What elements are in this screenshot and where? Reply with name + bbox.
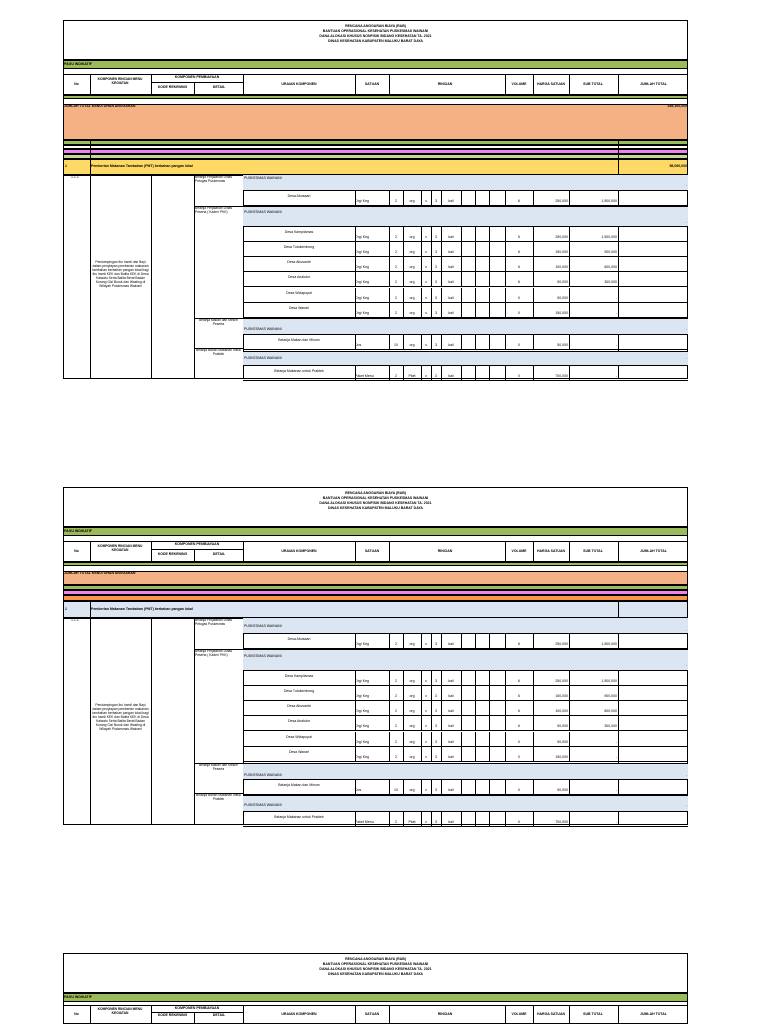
item-u1: org <box>409 642 415 646</box>
item-volume: 0 <box>518 755 520 759</box>
col-komponen-rincian: KOMPONEN RINCIAN MENU KEGIATAN <box>97 77 143 85</box>
item-u1: Pket <box>408 820 416 824</box>
item-harga: 700,000 <box>555 820 568 824</box>
item-harga: 250,000 <box>555 642 568 646</box>
col-volume: VOLUME <box>511 549 527 553</box>
activity-total: 58,090,000 <box>669 164 687 168</box>
item-q2: 3 <box>435 755 437 759</box>
group-label: PUSKESMAS WAINANI <box>244 327 282 331</box>
col-komponen-rincian: KOMPONEN RINCIAN MENU KEGIATAN <box>97 544 143 552</box>
item-uraian: Desa Abusaari <box>287 637 311 641</box>
item-q1: 2 <box>395 250 397 254</box>
title-line-1: RENCANA ANGGARAN BIAYA (RAB) <box>345 491 406 495</box>
activity-description: Pendampingan Ibu hamil dan Bayi dalam penyiapan pemberian makanan tambahan berbahan pangan lokal bagi Ibu hamil KEK dan Balita KEK di Desa Kaiwatu Serta Balita Berat Badan Kurang Gizi Buruk dan Wasting di Wilayah Puskesmas Wainani <box>92 260 149 288</box>
item-uraian: Desa Wanari <box>288 750 310 754</box>
item-u1: org <box>409 694 415 698</box>
col-komponen-pembiayaan: KOMPONEN PEMBIAYAAN <box>174 75 220 79</box>
item-q2: 3 <box>435 788 437 792</box>
item-q1: 2 <box>395 755 397 759</box>
item-harga: 700,000 <box>555 374 568 378</box>
item-satuan: Org/ Keg <box>355 199 370 203</box>
pagu-indikatif-label: PAGU INDIKATIF <box>64 995 92 999</box>
item-sub: 300,000 <box>604 724 617 728</box>
group-dash: - <box>685 220 687 224</box>
col-jumlah-total: JUMLAH TOTAL <box>640 1012 667 1016</box>
col-no: No <box>74 82 79 86</box>
item-satuan: Org/ Keg <box>355 642 370 646</box>
item-q1: 2 <box>395 296 397 300</box>
sub-activity-number: 1.1.1 <box>71 618 79 622</box>
item-sub: 1,500,000 <box>601 642 617 646</box>
item-x: x <box>425 343 427 347</box>
item-q2: 3 <box>435 199 437 203</box>
col-rincian: RINCIAN <box>437 1012 453 1016</box>
title-line-3: DANA ALOKASI KHUSUS NONFISIK BIDANG KESEHATAN TA. 2021 <box>319 34 432 38</box>
item-x: x <box>425 788 427 792</box>
item-x: x <box>425 199 427 203</box>
item-x: x <box>425 724 427 728</box>
title-line-4: DINAS KESEHATAN KABUPATEN MALUKU BARAT DAYA <box>328 506 423 510</box>
item-u2: kali <box>448 755 454 759</box>
col-kode-rekening: KODE REKENING <box>157 552 188 556</box>
item-u1: org <box>409 250 415 254</box>
item-u2: kali <box>448 235 454 239</box>
item-q1: 2 <box>395 709 397 713</box>
item-sub: 1,500,000 <box>601 199 617 203</box>
item-q2: 3 <box>435 374 437 378</box>
jumlah-total-label: JUMLAH TOTAL KEBUTUHAN ANGGARAN <box>64 571 136 575</box>
item-q1: 10 <box>394 788 398 792</box>
group-detail: Belanja Makan dan Minum Peserta <box>198 318 239 326</box>
item-q1: 2 <box>395 694 397 698</box>
item-satuan: Dos <box>355 788 362 792</box>
item-u2: kali <box>448 374 454 378</box>
item-q1: 2 <box>395 199 397 203</box>
item-u2: kali <box>448 820 454 824</box>
item-q2: 3 <box>435 679 437 683</box>
item-satuan: Paket Menu <box>355 820 374 824</box>
col-jumlah-total: JUMLAH TOTAL <box>640 82 667 86</box>
item-q2: 3 <box>435 820 437 824</box>
item-q1: 2 <box>395 724 397 728</box>
item-uraian: Desa Widapupai <box>286 735 312 739</box>
jumlah-total-label: JUMLAH TOTAL KEBUTUHAN ANGGARAN <box>64 104 136 108</box>
group-label: PUSKESMAS WAINANI <box>244 210 282 214</box>
item-uraian: Desa Abusantri <box>287 260 311 264</box>
item-q2: 3 <box>435 709 437 713</box>
item-u1: org <box>409 343 415 347</box>
item-satuan: Org/ Keg <box>355 311 370 315</box>
col-volume: VOLUME <box>511 1012 527 1016</box>
pagu-indikatif-label: PAGU INDIKATIF <box>64 62 92 66</box>
activity-number: 1 <box>65 164 67 168</box>
item-uraian: Desa Widapupai <box>286 291 312 295</box>
item-q1: 2 <box>395 311 397 315</box>
item-volume: 6 <box>518 694 520 698</box>
group-label: PUSKESMAS WAINANI <box>244 624 282 628</box>
pagu-indikatif-row <box>63 60 688 69</box>
jumlah-total-row <box>63 571 688 585</box>
item-q2: 3 <box>435 694 437 698</box>
item-u2: kali <box>448 311 454 315</box>
item-satuan: Org/ Keg <box>355 740 370 744</box>
item-x: x <box>425 709 427 713</box>
col-harga-satuan: HARGA SATUAN <box>537 549 565 553</box>
item-x: x <box>425 679 427 683</box>
item-q1: 2 <box>395 679 397 683</box>
activity-number: 1 <box>65 607 67 611</box>
col-uraian: URAIAN KOMPONEN <box>281 549 317 553</box>
item-satuan: Org/ Keg <box>355 755 370 759</box>
item-sub: - <box>615 311 617 315</box>
item-q2: 3 <box>435 235 437 239</box>
activity-label: Pemberian Makanan Tambahan (PMT) berbahan pangan lokal <box>91 607 193 611</box>
item-volume: 6 <box>518 199 520 203</box>
item-x: x <box>425 235 427 239</box>
title-line-4: DINAS KESEHATAN KABUPATEN MALUKU BARAT DAYA <box>328 972 423 976</box>
col-jumlah-total: JUMLAH TOTAL <box>640 549 667 553</box>
col-detail: DETAIL <box>212 552 226 556</box>
item-sub: 300,000 <box>604 280 617 284</box>
item-harga: 250,000 <box>555 199 568 203</box>
item-sub: - <box>615 740 617 744</box>
item-volume: 0 <box>518 343 520 347</box>
pagu-indikatif-label: PAGU INDIKATIF <box>64 529 92 533</box>
col-komponen-pembiayaan: KOMPONEN PEMBIAYAAN <box>174 1006 220 1010</box>
item-x: x <box>425 296 427 300</box>
item-u1: org <box>409 199 415 203</box>
item-q1: 2 <box>395 642 397 646</box>
item-volume: 6 <box>518 235 520 239</box>
item-uraian: Desa Analutur <box>288 719 310 723</box>
item-u1: org <box>409 311 415 315</box>
item-x: x <box>425 820 427 824</box>
item-uraian: Desa Analutur <box>288 275 310 279</box>
item-x: x <box>425 265 427 269</box>
item-uraian: Desa Kampilamas <box>284 674 314 678</box>
item-u1: org <box>409 724 415 728</box>
item-volume: 0 <box>518 740 520 744</box>
item-satuan: Org/ Keg <box>355 724 370 728</box>
item-uraian: Desa Abusaari <box>287 194 311 198</box>
item-x: x <box>425 280 427 284</box>
item-u1: org <box>409 788 415 792</box>
group-detail: Belanja Perjalanan Dinas Petugas Puskesmas <box>195 175 233 183</box>
col-rincian: RINCIAN <box>437 82 453 86</box>
group-dash: - <box>685 663 687 667</box>
item-harga: 50,000 <box>557 343 568 347</box>
item-u2: kali <box>448 642 454 646</box>
activity-label: Pemberian Makanan Tambahan (PMT) berbahan pangan lokal <box>91 164 193 168</box>
item-uraian: Desa Tutukembong <box>283 689 315 693</box>
item-sub: 600,000 <box>604 709 617 713</box>
item-sub: 1,500,000 <box>601 235 617 239</box>
col-komponen-rincian: KOMPONEN RINCIAN MENU KEGIATAN <box>97 1007 143 1015</box>
item-satuan: Org/ Keg <box>355 250 370 254</box>
group-detail: Belanja Perjalanan Dinas Petugas Puskesmas <box>195 618 233 626</box>
col-satuan: SATUAN <box>364 549 380 553</box>
item-volume: 0 <box>518 311 520 315</box>
group-label: PUSKESMAS WAINANI <box>244 803 282 807</box>
item-u1: org <box>409 709 415 713</box>
item-uraian: Belanja Makan dan Minum <box>278 783 320 787</box>
item-uraian: Desa Kampilamas <box>284 230 314 234</box>
group-dash: - <box>685 803 687 807</box>
item-q1: 2 <box>395 265 397 269</box>
item-satuan: Org/ Keg <box>355 235 370 239</box>
title-line-2: BANTUAN OPERASIONAL KESEHATAN PUSKESMAS WAINANI <box>322 496 429 500</box>
item-u2: kali <box>448 694 454 698</box>
item-volume: 6 <box>518 679 520 683</box>
rab-sheet-1 <box>63 20 688 378</box>
pagu-indikatif-row <box>63 993 688 1002</box>
item-harga: 100,000 <box>555 265 568 269</box>
group-label: PUSKESMAS WAINANI <box>244 176 282 180</box>
item-harga: 50,000 <box>557 740 568 744</box>
jumlah-total-row <box>63 104 688 140</box>
item-volume: 0 <box>518 374 520 378</box>
item-harga: 150,000 <box>555 755 568 759</box>
item-harga: 250,000 <box>555 235 568 239</box>
col-rincian: RINCIAN <box>437 549 453 553</box>
item-x: x <box>425 740 427 744</box>
item-volume: 0 <box>518 296 520 300</box>
item-sub: 900,000 <box>604 250 617 254</box>
item-uraian: Belanja Makan dan Minum <box>278 338 320 342</box>
col-detail: DETAIL <box>212 85 226 89</box>
item-harga: 250,000 <box>555 679 568 683</box>
item-u2: kali <box>448 740 454 744</box>
item-u2: kali <box>448 265 454 269</box>
item-sub: 1,500,000 <box>601 679 617 683</box>
item-volume: 0 <box>518 788 520 792</box>
item-uraian: Desa Abusantri <box>287 704 311 708</box>
item-q2: 3 <box>435 724 437 728</box>
item-volume: 6 <box>518 642 520 646</box>
item-u2: kali <box>448 296 454 300</box>
item-sub: - <box>615 343 617 347</box>
col-kode-rekening: KODE REKENING <box>157 85 188 89</box>
item-uraian: Desa Wanari <box>288 306 310 310</box>
item-u2: kali <box>448 280 454 284</box>
col-detail: DETAIL <box>212 1013 226 1017</box>
item-u1: org <box>409 296 415 300</box>
item-q1: 2 <box>395 235 397 239</box>
group-label: PUSKESMAS WAINANI <box>244 773 282 777</box>
item-harga: 50,000 <box>557 296 568 300</box>
item-satuan: Paket Menu <box>355 374 374 378</box>
item-volume: 6 <box>518 280 520 284</box>
item-q1: 2 <box>395 740 397 744</box>
item-q1: 2 <box>395 280 397 284</box>
item-sub: 900,000 <box>604 694 617 698</box>
item-u2: kali <box>448 709 454 713</box>
item-q2: 3 <box>435 265 437 269</box>
item-harga: 50,000 <box>557 280 568 284</box>
item-harga: 150,000 <box>555 311 568 315</box>
col-komponen-pembiayaan: KOMPONEN PEMBIAYAAN <box>174 542 220 546</box>
col-no: No <box>74 549 79 553</box>
group-detail: Belanja Perjalanan Dinas Peserta ( Kader/ PKK) <box>195 649 233 657</box>
item-u1: org <box>409 679 415 683</box>
item-u2: kali <box>448 343 454 347</box>
item-volume: 6 <box>518 709 520 713</box>
title-line-4: DINAS KESEHATAN KABUPATEN MALUKU BARAT DAYA <box>328 39 423 43</box>
item-u1: org <box>409 740 415 744</box>
item-q2: 3 <box>435 343 437 347</box>
item-q2: 3 <box>435 311 437 315</box>
item-u1: Pket <box>408 374 416 378</box>
item-sub: - <box>615 755 617 759</box>
col-kode-rekening: KODE REKENING <box>157 1013 188 1017</box>
group-dash: - <box>685 327 687 331</box>
col-satuan: SATUAN <box>364 82 380 86</box>
activity-description: Pendampingan Ibu hamil dan Bayi dalam penyiapan pemberian makanan tambahan berbahan pangan lokal bagi Ibu hamil KEK dan Balita KEK di Desa Kaiwatu Serta Balita Berat Badan Kurang Gizi Buruk dan Wasting di Wilayah Puskesmas Wainani <box>92 703 149 731</box>
item-satuan: Org/ Keg <box>355 679 370 683</box>
item-satuan: Org/ Keg <box>355 265 370 269</box>
col-harga-satuan: HARGA SATUAN <box>537 1012 565 1016</box>
col-sub-total: SUB TOTAL <box>583 82 603 86</box>
group-label: PUSKESMAS WAINANI <box>244 654 282 658</box>
item-u2: kali <box>448 788 454 792</box>
group-dash: - <box>685 628 687 632</box>
pagu-indikatif-row <box>63 527 688 536</box>
item-sub: - <box>615 788 617 792</box>
item-satuan: Dos <box>355 343 362 347</box>
item-satuan: Org/ Keg <box>355 296 370 300</box>
item-satuan: Org/ Keg <box>355 709 370 713</box>
item-satuan: Org/ Keg <box>355 694 370 698</box>
item-harga: 50,000 <box>557 724 568 728</box>
item-q2: 3 <box>435 296 437 300</box>
title-line-3: DANA ALOKASI KHUSUS NONFISIK BIDANG KESEHATAN TA. 2021 <box>319 967 432 971</box>
item-sub: - <box>615 296 617 300</box>
item-q1: 2 <box>395 820 397 824</box>
item-q1: 2 <box>395 374 397 378</box>
col-sub-total: SUB TOTAL <box>583 1012 603 1016</box>
title-line-2: BANTUAN OPERASIONAL KESEHATAN PUSKESMAS WAINANI <box>322 962 429 966</box>
item-sub: - <box>615 820 617 824</box>
col-satuan: SATUAN <box>364 1012 380 1016</box>
item-uraian: Belanja Makanan untuk Praktek <box>274 815 324 819</box>
item-harga: 150,000 <box>555 694 568 698</box>
col-uraian: URAIAN KOMPONEN <box>281 82 317 86</box>
item-q2: 3 <box>435 740 437 744</box>
title-line-1: RENCANA ANGGARAN BIAYA (RAB) <box>345 24 406 28</box>
item-u2: kali <box>448 679 454 683</box>
item-volume: 6 <box>518 724 520 728</box>
col-volume: VOLUME <box>511 82 527 86</box>
item-uraian: Desa Tutukembong <box>283 245 315 249</box>
rab-sheet-2 <box>63 487 688 825</box>
item-u2: kali <box>448 724 454 728</box>
item-u1: org <box>409 265 415 269</box>
item-sub: 600,000 <box>604 265 617 269</box>
item-harga: 150,000 <box>555 250 568 254</box>
item-u2: kali <box>448 199 454 203</box>
item-harga: 50,000 <box>557 788 568 792</box>
group-dash: - <box>685 183 687 187</box>
item-volume: 6 <box>518 265 520 269</box>
title-line-2: BANTUAN OPERASIONAL KESEHATAN PUSKESMAS WAINANI <box>322 29 429 33</box>
title-line-1: RENCANA ANGGARAN BIAYA (RAB) <box>345 957 406 961</box>
item-x: x <box>425 250 427 254</box>
group-detail: Belanja Makan dan Minum Peserta <box>198 763 239 771</box>
item-x: x <box>425 642 427 646</box>
item-u1: org <box>409 280 415 284</box>
group-dash: - <box>685 356 687 360</box>
group-detail: Belanja Perjalanan Dinas Peserta ( Kader/ PKK) <box>195 206 233 214</box>
item-q2: 3 <box>435 642 437 646</box>
item-u2: kali <box>448 250 454 254</box>
group-detail: Belanja Bahan Makanan untuk Praktek <box>196 793 241 801</box>
item-sub: - <box>615 374 617 378</box>
item-x: x <box>425 694 427 698</box>
item-volume: 0 <box>518 820 520 824</box>
group-label: PUSKESMAS WAINANI <box>244 356 282 360</box>
col-no: No <box>74 1012 79 1016</box>
item-q2: 3 <box>435 250 437 254</box>
item-uraian: Belanja Makanan untuk Praktek <box>274 369 324 373</box>
item-q2: 3 <box>435 280 437 284</box>
item-u1: org <box>409 755 415 759</box>
col-uraian: URAIAN KOMPONEN <box>281 1012 317 1016</box>
rab-sheet-3 <box>63 953 688 1024</box>
group-detail: Belanja Bahan Makanan untuk Praktek <box>196 348 241 356</box>
group-dash: - <box>685 773 687 777</box>
item-u1: org <box>409 235 415 239</box>
item-satuan: Org/ Keg <box>355 280 370 284</box>
item-harga: 100,000 <box>555 709 568 713</box>
col-harga-satuan: HARGA SATUAN <box>537 82 565 86</box>
item-x: x <box>425 755 427 759</box>
jumlah-total-value: 355,100,000 <box>667 104 687 108</box>
item-q1: 10 <box>394 343 398 347</box>
item-volume: 6 <box>518 250 520 254</box>
sub-activity-number: 1.1.1 <box>71 175 79 179</box>
item-x: x <box>425 374 427 378</box>
title-line-3: DANA ALOKASI KHUSUS NONFISIK BIDANG KESEHATAN TA. 2021 <box>319 501 432 505</box>
item-x: x <box>425 311 427 315</box>
col-sub-total: SUB TOTAL <box>583 549 603 553</box>
